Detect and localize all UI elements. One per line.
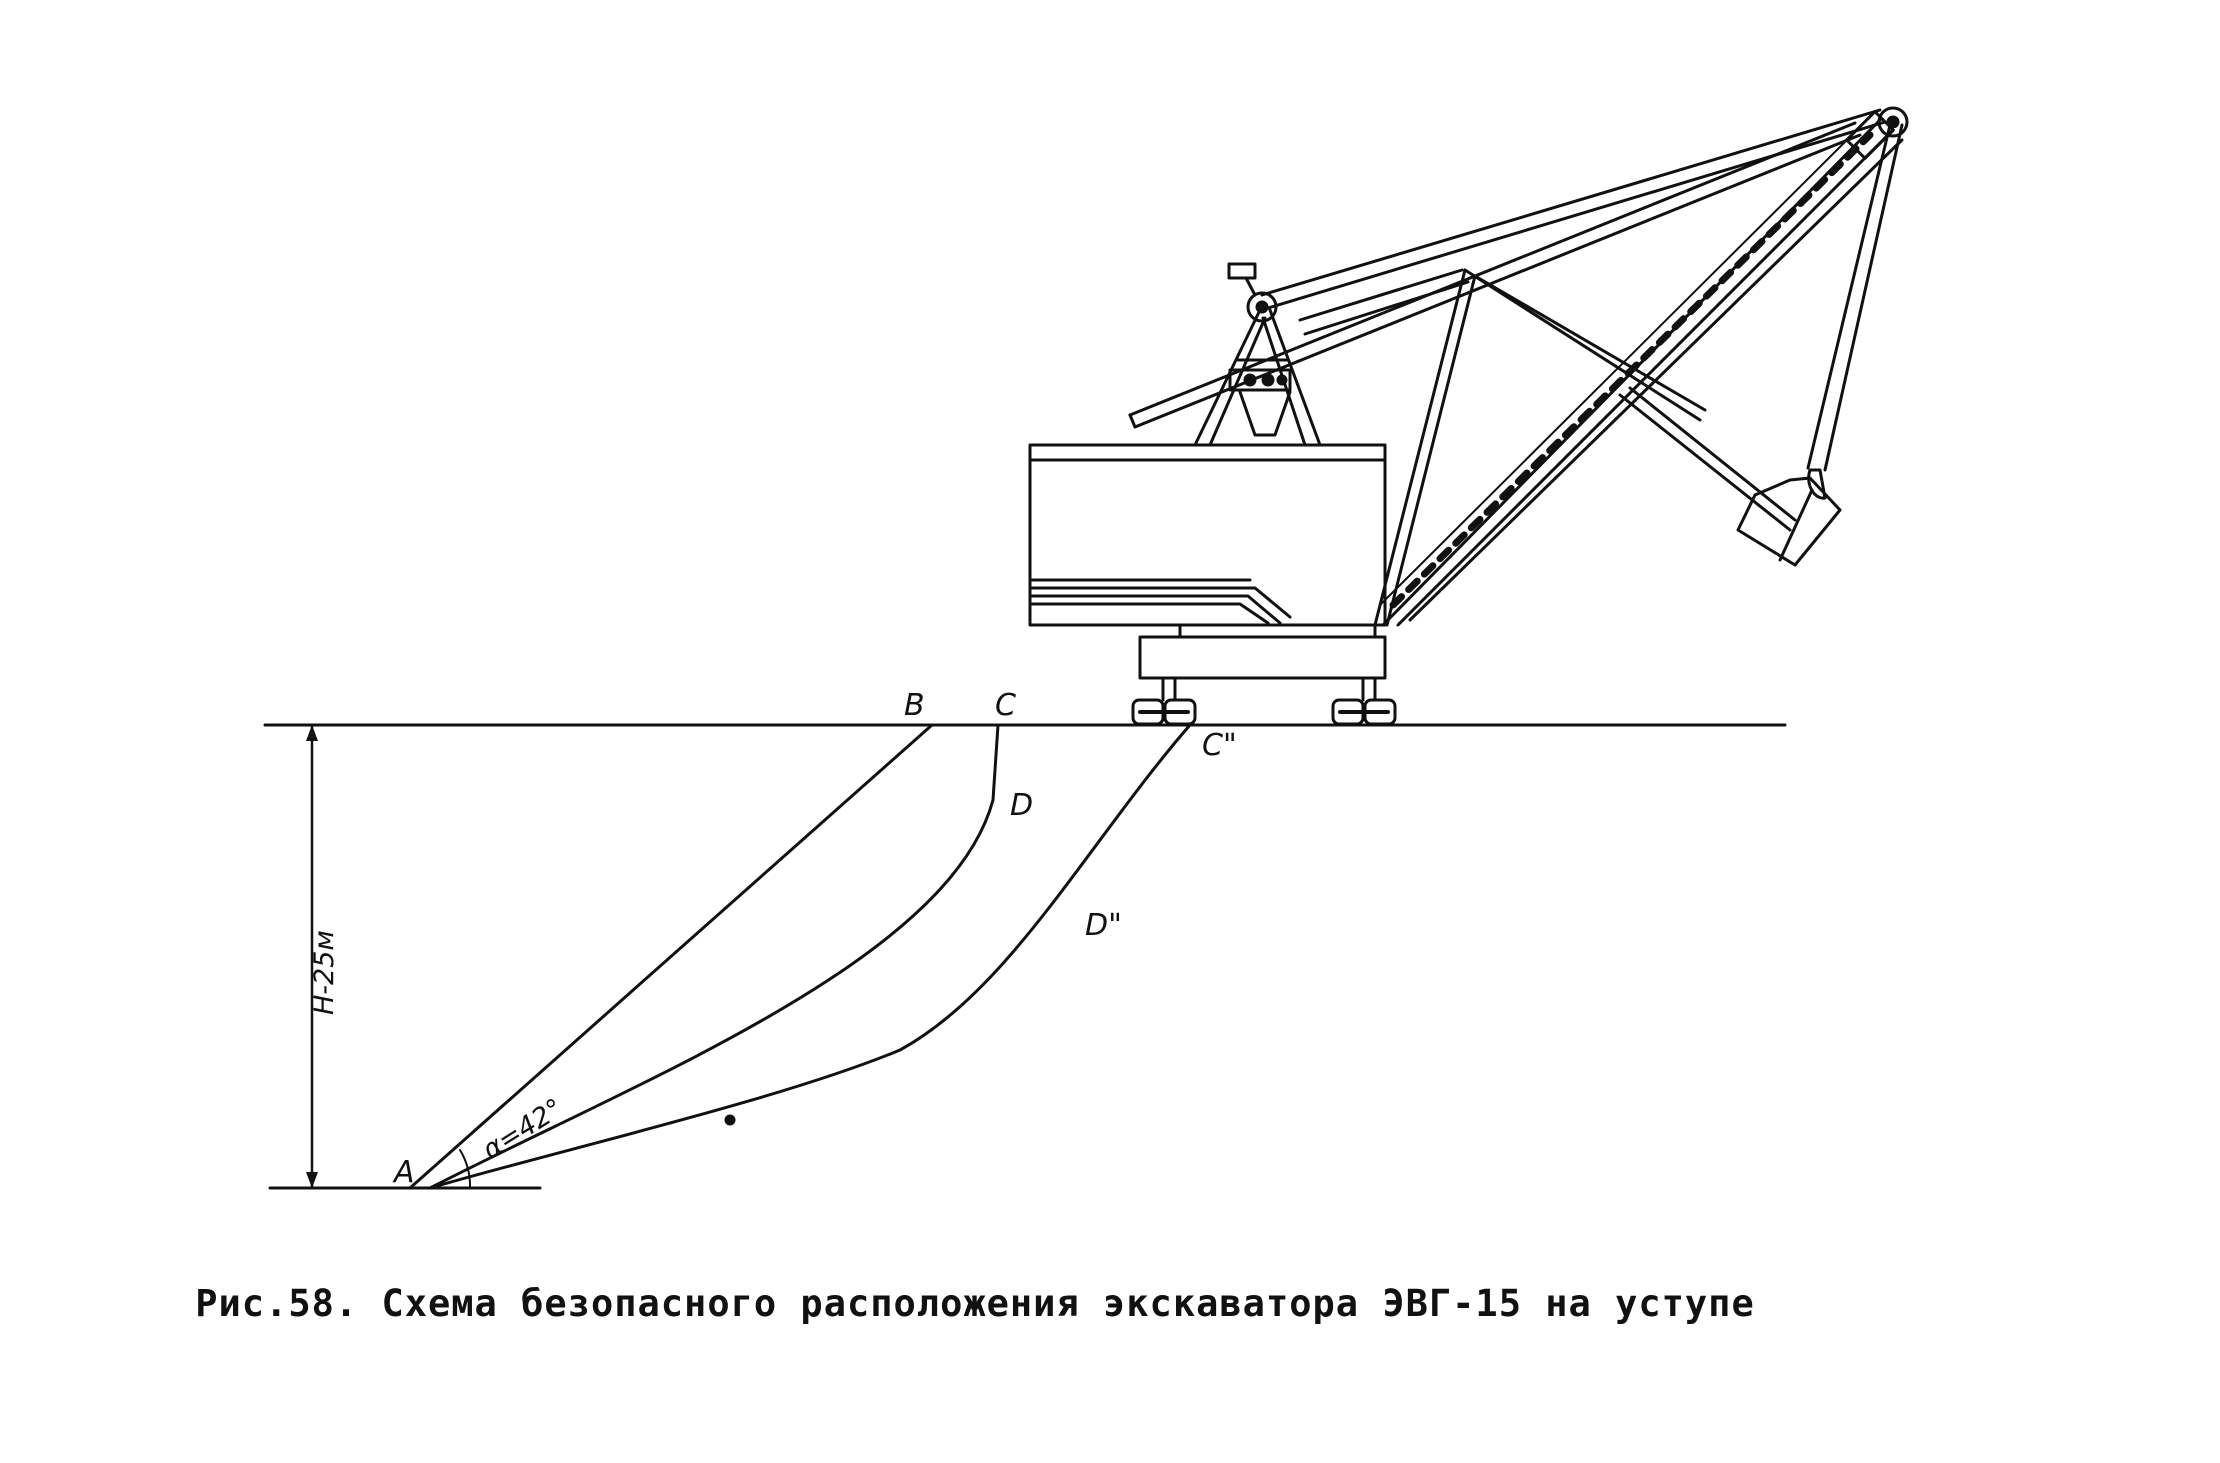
dipper-stick xyxy=(1130,123,1860,427)
point-label-c: C xyxy=(995,688,1016,723)
point-label-a: A xyxy=(394,1155,415,1190)
a-frame-gantry xyxy=(1195,264,1320,445)
slope-line-ab xyxy=(410,725,932,1188)
point-label-c-prime: C" xyxy=(1202,728,1237,763)
crawler-track-right xyxy=(1333,700,1395,724)
crawler-track-left xyxy=(1133,700,1195,724)
height-label: H-25м xyxy=(309,930,340,1015)
slope-angle-label: α=42° xyxy=(477,1092,569,1166)
point-label-d-prime: D" xyxy=(1085,908,1122,943)
boom-bracing xyxy=(1300,270,1795,625)
point-label-d: D xyxy=(1010,788,1034,823)
figure-caption: Рис.58. Схема безопасного расположения экскаватора ЭВГ-15 на уступе xyxy=(195,1282,1755,1325)
main-boom xyxy=(1380,108,1907,625)
excavator xyxy=(1030,108,1907,724)
machinery-house xyxy=(1030,445,1385,625)
undercarriage-frame xyxy=(1140,637,1385,678)
bucket xyxy=(1738,470,1840,565)
curve-marker-dot xyxy=(726,1116,734,1124)
point-label-b: B xyxy=(904,688,925,723)
